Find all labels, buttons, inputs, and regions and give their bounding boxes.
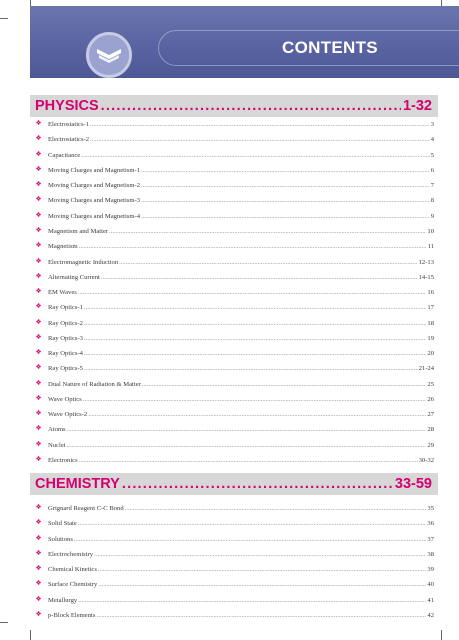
entry-page: 28 [427,426,434,434]
entry-topic: Electronics [48,456,78,464]
entry-topic: Surface Chemistry [48,581,98,589]
toc-entry[interactable] [36,361,434,376]
entry-page: 38 [427,550,434,558]
entry-page: 26 [427,395,434,403]
diamond-bullet-icon [36,582,42,588]
entry-page: 40 [427,581,434,589]
diamond-bullet-icon [36,274,42,280]
diamond-bullet-icon [36,567,42,573]
toc-entry[interactable] [36,270,434,285]
diamond-bullet-icon [36,381,42,387]
entry-topic: Wave Optics-2 [48,411,88,419]
toc-entry[interactable] [36,224,434,239]
entry-topic: Magnetism and Matter [48,227,109,235]
entry-page: 21-24 [418,365,434,373]
dot-leader [78,289,427,296]
dot-leader [84,320,426,327]
crop-mark [0,18,8,19]
diamond-bullet-icon [36,137,42,143]
diamond-bullet-icon [36,442,42,448]
dot-leader [101,274,418,281]
section-header-physics [30,95,438,117]
entry-page: 18 [427,319,434,327]
diamond-bullet-icon [36,305,42,311]
diamond-bullet-icon [36,259,42,265]
toc-entry[interactable] [36,501,434,516]
entry-page: 16 [427,289,434,297]
section-leader [122,476,393,492]
entry-page: 41 [427,596,434,604]
entry-page: 42 [427,611,434,619]
dot-leader [98,581,426,588]
diamond-bullet-icon [36,536,42,542]
diamond-bullet-icon [36,396,42,402]
dot-leader [141,167,430,174]
entry-page: 11 [427,243,434,251]
toc-entry[interactable] [36,117,434,132]
entry-page: 12-13 [418,258,434,266]
entry-page: 27 [427,411,434,419]
page-title: CONTENTS [282,38,378,57]
toc-entry[interactable] [36,593,434,608]
toc-entry[interactable] [36,577,434,592]
section-pages: 33-59 [394,476,432,492]
toc-entry[interactable] [36,438,434,453]
entry-page: 14-15 [418,273,434,281]
entry-page: 9 [430,212,434,220]
diamond-bullet-icon [36,213,42,219]
dot-leader [84,304,426,311]
toc-entry[interactable] [36,132,434,147]
entry-page: 36 [427,520,434,528]
toc-entry[interactable] [36,562,434,577]
section-title: PHYSICS [35,98,99,114]
diamond-bullet-icon [36,183,42,189]
dot-leader [96,612,426,619]
diamond-bullet-icon [36,320,42,326]
dot-leader [142,381,427,388]
diamond-bullet-icon [36,198,42,204]
entry-topic: Moving Charges and Magnetism-1 [48,166,140,174]
entry-page: 5 [430,151,434,159]
entry-topic: Moving Charges and Magnetism-3 [48,197,140,205]
dot-leader [84,335,426,342]
dot-leader [79,243,427,250]
toc-entry[interactable] [36,331,434,346]
toc-entry[interactable] [36,516,434,531]
dot-leader [90,136,430,143]
dot-leader [83,396,427,403]
entry-page: 17 [427,304,434,312]
physics-entry-list [36,117,434,468]
entry-topic: Solutions [48,535,73,543]
diamond-bullet-icon [36,290,42,296]
entry-topic: Metallurgy [48,596,78,604]
book-logo-icon [86,32,132,78]
diamond-bullet-icon [36,457,42,463]
entry-topic: Capacitance [48,151,81,159]
diamond-bullet-icon [36,351,42,357]
dot-leader [141,213,430,220]
entry-page: 8 [430,197,434,205]
diamond-bullet-icon [36,521,42,527]
toc-entry[interactable] [36,422,434,437]
toc-entry[interactable] [36,148,434,163]
toc-entry[interactable] [36,547,434,562]
toc-entry[interactable] [36,285,434,300]
section-leader [101,98,401,114]
dot-leader [125,505,427,512]
section-header-chemistry [30,473,438,495]
entry-page: 4 [430,136,434,144]
section-pages: 1-32 [402,98,432,114]
dot-leader [78,520,427,527]
entry-topic: Electrochemistry [48,550,94,558]
entry-topic: Ray Optics-2 [48,319,83,327]
entry-topic: Solid State [48,520,77,528]
dot-leader [67,426,427,433]
diamond-bullet-icon [36,427,42,433]
dot-leader [90,121,430,128]
dot-leader [88,411,426,418]
dot-leader [67,442,427,449]
toc-entry[interactable] [36,254,434,269]
entry-topic: Dual Nature of Radiation & Matter [48,380,141,388]
dot-leader [94,551,426,558]
entry-topic: Grignard Reagent C-C Bond [48,505,124,513]
diamond-bullet-icon [36,551,42,557]
entry-page: 19 [427,334,434,342]
entry-topic: Ray Optics-4 [48,350,83,358]
entry-page: 20 [427,350,434,358]
diamond-bullet-icon [36,612,42,618]
dot-leader [141,182,430,189]
diamond-bullet-icon [36,366,42,372]
entry-topic: Chemical Kinetics [48,566,97,574]
crop-mark [0,622,8,623]
entry-page: 29 [427,441,434,449]
toc-entry[interactable] [36,315,434,330]
dot-leader [98,566,427,573]
dot-leader [78,597,426,604]
dot-leader [79,457,418,464]
entry-topic: Ray Optics-3 [48,334,83,342]
entry-topic: Electrostatics-2 [48,136,90,144]
entry-page: 39 [427,566,434,574]
toc-entry[interactable] [36,407,434,422]
dot-leader [81,152,429,159]
entry-page: 37 [427,535,434,543]
diamond-bullet-icon [36,506,42,512]
toc-entry[interactable] [36,346,434,361]
diamond-bullet-icon [36,152,42,158]
crop-mark [30,630,31,640]
toc-entry[interactable] [36,193,434,208]
toc-entry[interactable] [36,178,434,193]
entry-topic: Moving Charges and Magnetism-2 [48,182,140,190]
diamond-bullet-icon [36,122,42,128]
entry-page: 30-32 [418,456,434,464]
contents-banner [30,6,459,78]
toc-entry[interactable] [36,453,434,468]
dot-leader [84,350,426,357]
diamond-bullet-icon [36,597,42,603]
entry-topic: Ray Optics-5 [48,365,83,373]
entry-topic: EM Waves [48,289,77,297]
entry-topic: p-Block Elements [48,611,96,619]
entry-page: 25 [427,380,434,388]
entry-topic: Moving Charges and Magnetism-4 [48,212,140,220]
toc-entry[interactable] [36,163,434,178]
diamond-bullet-icon [36,335,42,341]
entry-topic: Alternating Current [48,273,100,281]
toc-entry[interactable] [36,392,434,407]
entry-page: 7 [430,182,434,190]
dot-leader [84,365,418,372]
entry-topic: Magnetism [48,243,78,251]
toc-entry[interactable] [36,532,434,547]
crop-mark [441,630,442,640]
toc-entry[interactable] [36,300,434,315]
dot-leader [119,259,417,266]
entry-topic: Atoms [48,426,66,434]
entry-topic: Electromagnetic Induction [48,258,119,266]
dot-leader [141,197,430,204]
entry-topic: Nuclei [48,441,66,449]
chemistry-entry-list [36,501,434,623]
diamond-bullet-icon [36,412,42,418]
entry-topic: Wave Optics [48,395,82,403]
diamond-bullet-icon [36,167,42,173]
entry-topic: Ray Optics-1 [48,304,83,312]
section-title: CHEMISTRY [35,476,120,492]
entry-page: 6 [430,166,434,174]
entry-page: 10 [427,227,434,235]
diamond-bullet-icon [36,244,42,250]
toc-entry[interactable] [36,608,434,623]
toc-entry[interactable] [36,209,434,224]
entry-page: 35 [427,505,434,513]
dot-leader [109,228,426,235]
entry-page: 3 [430,121,434,129]
toc-entry[interactable] [36,239,434,254]
dot-leader [74,536,426,543]
diamond-bullet-icon [36,228,42,234]
toc-entry[interactable] [36,377,434,392]
entry-topic: Electrostatics-1 [48,121,90,129]
